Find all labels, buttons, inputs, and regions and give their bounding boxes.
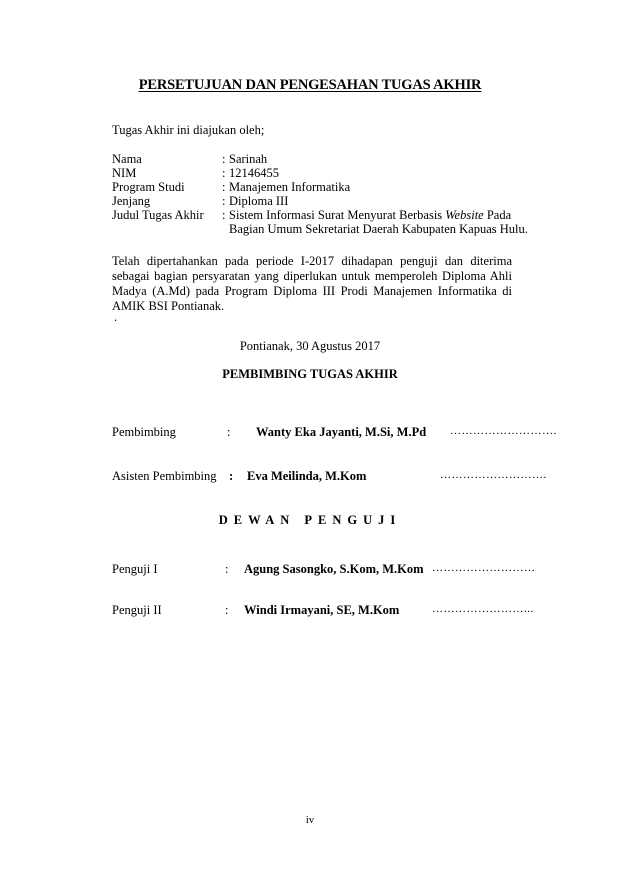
field-label-nama: Nama [112,152,142,166]
examiner-name: Agung Sasongko, S.Kom, M.Kom [244,562,424,576]
field-value-nim: 12146455 [229,166,279,180]
page-title: PERSETUJUAN DAN PENGESAHAN TUGAS AKHIR [138,77,482,93]
signature-line: ……………………... [432,603,534,615]
field-label-program-studi: Program Studi [112,180,185,194]
field-value-judul-line2: Bagian Umum Sekretariat Daerah Kabupaten Kapuas Hulu. [229,222,528,236]
field-colon: : [222,166,226,180]
signature-line: ………………………. [440,469,547,481]
advisor-name: Eva Meilinda, M.Kom [247,469,367,483]
pembimbing-heading: PEMBIMBING TUGAS AKHIR [222,367,398,381]
examiner-name: Windi Irmayani, SE, M.Kom [244,603,400,617]
field-value-jenjang: Diploma III [229,194,289,208]
field-colon: : [222,152,226,166]
intro-text: Tugas Akhir ini diajukan oleh; [112,123,265,137]
field-value-program-studi: Manajemen Informatika [229,180,351,194]
field-value-nama: Sarinah [229,152,268,166]
advisor-role: Pembimbing [112,425,176,439]
field-colon: : [222,208,226,222]
examiner-colon: : [225,603,229,617]
judul-text: Sistem Informasi Surat Menyurat Berbasis [229,208,446,222]
field-colon: : [222,194,226,208]
field-label-judul: Judul Tugas Akhir [112,208,204,222]
field-value-judul [229,208,511,223]
place-date: Pontianak, 30 Agustus 2017 [239,339,381,353]
examiner-role: Penguji II [112,603,162,617]
field-colon: : [222,180,226,194]
advisor-role: Asisten Pembimbing [112,469,217,483]
examiner-colon: : [225,562,229,576]
signature-line: ………………………. [450,425,557,437]
judul-text-end: Pada [483,208,512,222]
signature-line: ……………………… [432,562,536,574]
field-label-jenjang: Jenjang [112,194,151,208]
examiner-role: Penguji I [112,562,158,576]
stray-mark: . [114,310,118,324]
advisor-colon: : [227,425,231,439]
advisor-colon: : [229,469,234,483]
approval-paragraph: Telah dipertahankan pada periode I-2017 dihadapan penguji dan diterima sebagai bagian persyaratan yang diperlukan untuk memperoleh Diploma Ahli Madya (A.Md) pada Program Diploma III Prodi Manajemen Informatika di AMIK BSI Pontianak. [112,254,512,313]
judul-italic: Website [445,208,484,222]
field-label-nim: NIM [112,166,137,180]
page-number: iv [305,815,315,826]
dewan-heading: DEWAN PENGUJI [218,513,402,527]
advisor-name: Wanty Eka Jayanti, M.Si, M.Pd [256,425,427,439]
